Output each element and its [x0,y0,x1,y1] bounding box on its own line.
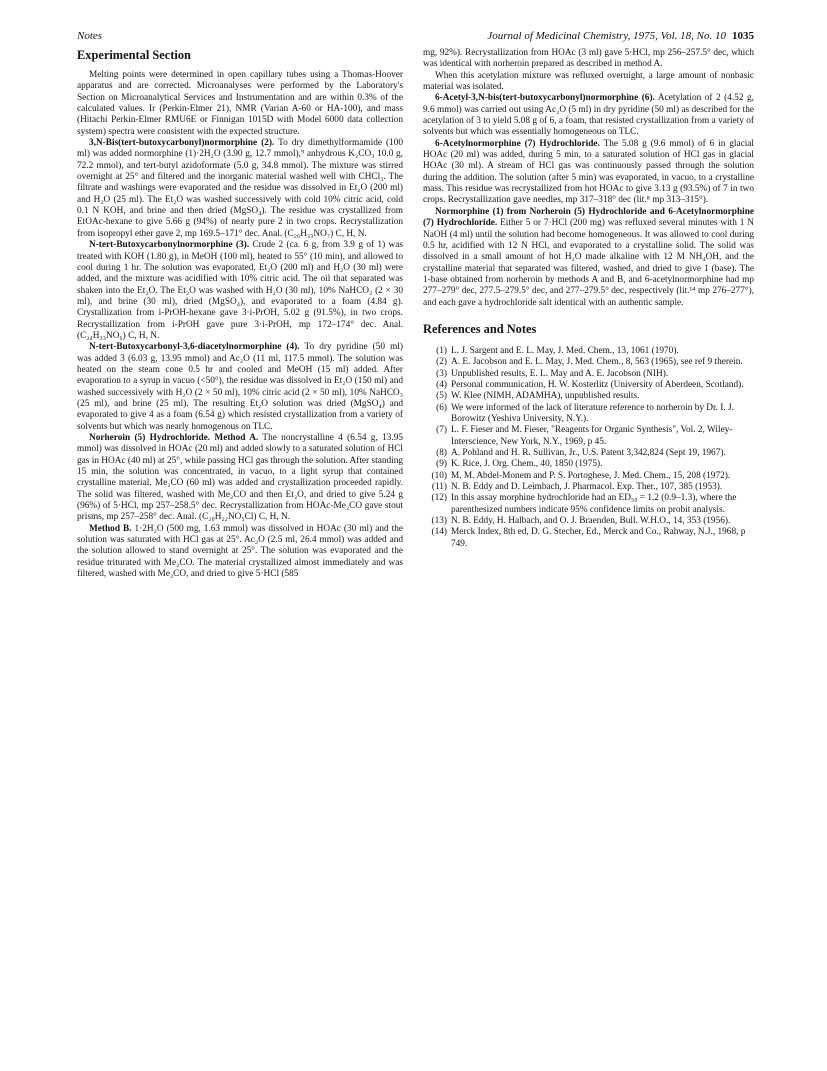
compound-title: Method B. [89,523,132,534]
reference-item [423,527,754,550]
left-column [77,48,403,580]
reference-item [423,459,754,470]
reference-number: (6) [436,402,447,413]
paragraph-body: Either 5 or 7·HCl (200 mg) was refluxed several minutes with 1 N NaOH (4 ml) until the solution had become homogeneous. It was allowed to cool during 0.5 hr, acidified with 12 N HCl, and evaporated to a crystalline solid. The solid was dissolved in a small amount of hot H₂O made alkaline with 12 M NH₄OH, and the crystalline material that separated was filtered, washed, and dried to give 1 (base). The 1-base obtained from norheroin by methods A and B, and 6-acetylnormorphine had mp 277–279° dec, 277.5–279.5° dec, and 277–279.5° dec, respectively (lit.¹⁴ mp 276–277°), and each gave a hydrochloride salt identical with an authentic sample. [423,218,755,308]
paragraph-body: 1·2H₂O (500 mg, 1.63 mmol) was dissolved in HOAc (30 ml) and the solution was saturated with HCl gas at 25°. Ac₂O (2.5 ml, 26.4 mmol) was added and the solution allowed to stand overnight at 25°. The solution was evaporated and the residue triturated with Me₂CO. The material crystallized almost immediately and was filtered, washed with Me₂CO, and dried to give 5·HCl (585 [77,523,403,580]
reference-number: (4) [436,379,447,390]
paragraph [423,71,754,94]
paragraph [423,48,754,71]
reference-item [423,493,754,516]
compound-title: Norheroin (5) Hydrochloride. Method A. [89,433,259,443]
reference-number: (9) [436,459,447,470]
reference-item [423,357,754,368]
reference-text: N. B. Eddy, H. Halbach, and O. J. Braenden, Bull. W.H.O., 14, 353 (1956). [451,516,731,527]
paragraph-body: The 5.08 g (9.6 mmol) of 6 in glacial HOAc (20 ml) was added, during 5 min, to a saturated solution of HCl gas in glacial HOAc (30 ml). A stream of HCl gas was continuously passed through the solution during the addition. The solution (after 5 min) was evaporated, in vacuo, to a crystalline mass. This residue was recrystallized from hot HOAc to give 3.13 g (93.5%) of 7 in two crops. Recrystallization gave needles, mp 317–318° dec (lit.⁸ mp 313–315°). [423,138,755,206]
reference-item [423,369,754,380]
references-heading: References and Notes [423,321,537,336]
reference-item [423,482,754,493]
paragraph [77,342,403,433]
compound-title: N-tert-Butoxycarbonylnormorphine (3). [89,240,250,251]
paragraph [77,138,403,240]
reference-item [423,516,754,527]
reference-number: (10) [431,470,447,481]
reference-number: (11) [431,482,447,493]
compound-title: N-tert-Butoxycarbonyl-3,6-diacetylnormorphine (4). [89,342,300,353]
reference-text: N. B. Eddy and D. Leimbach, J. Pharmacol. Exp. Ther., 107, 385 (1953). [451,482,723,493]
reference-item [423,403,754,426]
references-list [423,346,754,550]
reference-number: (2) [436,357,447,368]
paragraph-body: Acetylation of 2 (4.52 g, 9.6 mmol) was carried out using Ac₂O (5 ml) in dry pyridine (50 ml) as described for the acetylation of 3 to yield 5.08 g of 6, a foam, that resisted crystallization from a variety of solvents but which was essentially homogeneous on TLC. [423,93,755,138]
paragraph-body: Melting points were determined in open capillary tubes using a Thomas-Hoover apparatus and are corrected. Microanalyses were performed by the Laboratory's Section on Microanalytical Services and Instrumentation and are within 0.3% of the calculated values. Ir (Perkin-Elmer 21), NMR (Varian A-60 or HA-100), and mass (Hitachi Perkin-Elmer RMU6E or Finnigan 1015D with Model 6000 data collection system) spectra were consistent with the expected structure. [77,70,403,137]
paragraph-body: mg, 92%). Recrystallization from HOAc (3 ml) gave 5·HCl, mp 256–257.5° dec, which was identical with norheroin prepared as described in method A. [423,48,754,70]
reference-number: (7) [436,425,447,436]
reference-number: (14) [431,527,447,538]
reference-item [423,425,754,448]
compound-title: 3,N-Bis(tert-butoxycarbonyl)normorphine (2). [89,138,275,149]
paragraph [423,139,754,207]
paragraph-body: To dry pyridine (50 ml) was added 3 (6.03 g, 13.95 mmol) and Ac₂O (11 ml, 117.5 mmol). The solution was heated on the steam cone 0.5 hr and cooled and MeOH (15 ml) added. After evaporation to a syrup in vacuo (<50°), the residue was dissolved in Et₂O (150 ml) and washed successively with H₂O (2 × 50 ml), 10% citric acid (2 × 50 ml), 10% NaHCO₃ (25 ml), and brine (25 ml). The resulting Et₂O solution was dried (MgSO₄) and evaporated to give 4 as a foam (6.54 g) which resisted crystallization from a variety of solvents but which was nearly homogenous on TLC. [77,342,404,432]
reference-text: L. J. Sargent and E. L. May, J. Med. Chem., 13, 1061 (1970). [451,345,679,356]
paragraph [423,93,754,138]
experimental-section-heading: Experimental Section [77,48,191,62]
reference-text: L. F. Fieser and M. Fieser, "Reagents for Organic Synthesis", Vol. 2, Wiley-Interscience, New York, N.Y., 1969, p 45. [451,425,733,447]
reference-number: (13) [431,516,447,527]
paragraph [77,70,403,138]
compound-title: Normorphine (1) from Norheroin (5) Hydrochloride and 6-Acetylnormorphine (7) Hydrochloride. [423,206,754,229]
running-head-section: Notes [77,30,103,42]
reference-number: (12) [431,493,447,504]
reference-item [423,380,754,391]
journal-citation: Journal of Medicinal Chemistry, 1975, Vol. 18, No. 10 [487,30,726,42]
paragraph [77,433,403,524]
reference-text: M. M. Abdel-Monem and P. S. Portoghese, J. Med. Chem., 15, 208 (1972). [451,470,731,481]
reference-number: (1) [436,345,447,356]
reference-text: We were informed of the lack of literature reference to norheroin by Dr. I. J. Borowitz (Yeshiva University, N.Y.). [451,402,734,424]
reference-text: Merck Index, 8th ed, D. G. Stecher, Ed., Merck and Co., Rahway, N.J., 1968, p 749. [451,527,746,549]
reference-text: A. Pohland and H. R. Sullivan, Jr., U.S. Patent 3,342,824 (Sept 19, 1967). [451,448,726,458]
paragraph-body: When this acetylation mixture was refluxed overnight, a large amount of nonbasic material was isolated. [423,70,754,93]
reference-text: Personal communication, H. W. Kosterlitz (University of Aberdeen, Scotland). [451,379,744,390]
reference-text: K. Rice, J. Org. Chem., 40, 1850 (1975). [451,459,603,470]
right-column [423,48,754,550]
reference-number: (3) [436,368,447,379]
reference-text: A. E. Jacobson and E. L. May, J. Med. Chem., 8, 563 (1965), see ref 9 therein. [451,357,743,368]
reference-number: (5) [436,391,447,402]
reference-text: In this assay morphine hydrochloride had an ED₅₀ = 1.2 (0.9–1.3), where the parenthesized numbers indicate 95% confidence limits on probit analysis. [451,493,737,515]
reference-item [423,471,754,482]
reference-text: Unpublished results, E. L. May and A. E. Jacobson (NIH). [451,368,669,379]
paragraph-body: The noncrystalline 4 (6.54 g, 13.95 mmol) was dissolved in HOAc (20 ml) and added slowly to a saturated solution of HCl gas in HOAc (40 ml) at 25°, while passing HCl gas through the solution. After standing 15 min, the solution was concentrated, in vacuo, to a light syrup that contained crystalline material. Me₂CO (60 ml) was added and crystallization proceeded rapidly. The solid was filtered, washed with Me₂CO and then Et₂O, and dried to give 5.24 g (96%) of 5·HCl, mp 257–258.5° dec. Recrystallization from HOAc-Me₂CO gave stout prisms, mp 257–258° dec. Anal. (C₂₀H₂₂NO₅Cl) C, H, N. [77,433,404,523]
reference-item [423,391,754,402]
paragraph [423,207,754,309]
experimental-paragraphs [77,70,403,580]
experimental-paragraphs-continued [423,48,754,309]
compound-title: 6-Acetylnormorphine (7) Hydrochloride. [435,138,600,149]
page-number: 1035 [732,30,754,42]
running-head-journal [452,30,754,42]
reference-item [423,346,754,357]
paragraph [77,524,403,581]
reference-number: (8) [436,448,447,458]
paragraph-body: To dry dimethylformamide (100 ml) was added normorphine (1)·2H₂O (3.90 g, 12.7 mmol),⁹ anhydrous K₂CO₃ 10.0 g, 72.2 mmol), and tert-butyl azidoformate (5.0 g, 34.8 mmol). The mixture was stirred overnight at 25° and filtered and the inorganic material washed well with CHCl₃. The filtrate and washings were evaporated and the residue was dissolved in Et₂O (200 ml) and H₂O (25 ml). The Et₂O was washed successively with cold 10% citric acid, cold 0.1 N KOH, and brine and then dried (MgSO₄). The residue was crystallized from EtOAc-hexane to give 5.66 g (94%) of nearly pure 2 in two crops. Recrystallization from isopropyl ether gave 2, mp 169.5–171° dec. Anal. (C₂₆H₃₃NO₇) C, H, N. [77,138,403,239]
compound-title: 6-Acetyl-3,N-bis(tert-butoxycarbonyl)normorphine (6). [435,93,655,104]
reference-item [423,448,754,459]
reference-text: W. Klee (NIMH, ADAMHA), unpublished results. [451,391,640,402]
paragraph-body: Crude 2 (ca. 6 g, from 3.9 g of 1) was treated with KOH (1.80 g), in MeOH (100 ml), heated to 55° (10 min), and allowed to cool during 1 hr. The solution was evaporated, Et₂O (200 ml) and H₂O (30 ml) were added, and the mixture was acidified with 10% citric acid. The oil that separated was shaken into the Et₂O. The Et₂O was washed with H₂O (30 ml), 10% NaHCO₃ (2 × 30 ml), and brine (30 ml), dried (MgSO₄), and evaporated to a foam (4.84 g). Crystallization from i-PrOH-hexane gave 3·i-PrOH, 5.02 g (91.5%), in two crops. Recrystallization from i-PrOH gave pure 3·i-PrOH, mp 172–174° dec. Anal. (C₂₄H₃₃NO₆) C, H, N. [77,240,403,341]
paragraph [77,240,403,342]
